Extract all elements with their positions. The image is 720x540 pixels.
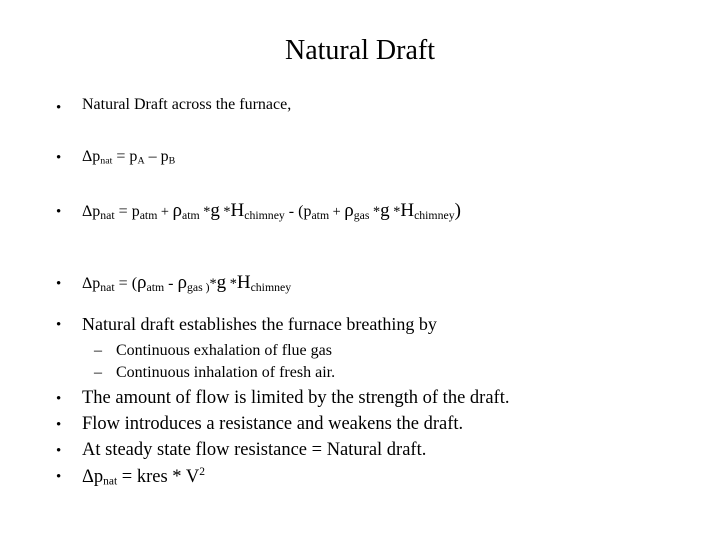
equation-part: - (p bbox=[284, 203, 312, 220]
equation-part: * bbox=[219, 204, 231, 220]
equation-part: Δp bbox=[82, 466, 104, 487]
dash-icon: – bbox=[94, 342, 102, 359]
equation-part: + bbox=[329, 204, 345, 220]
equation-part: g bbox=[380, 200, 390, 221]
equation-part: Δp bbox=[82, 148, 101, 165]
bullet-icon: • bbox=[56, 443, 62, 459]
dash-icon: – bbox=[94, 364, 102, 381]
equation-part: * bbox=[226, 276, 237, 292]
equation-part: = ( bbox=[114, 275, 138, 292]
equation-part: - bbox=[164, 275, 178, 292]
equation-subscript: gas ) bbox=[186, 280, 210, 294]
equation-subscript: gas bbox=[353, 208, 370, 222]
equation-part: H bbox=[400, 200, 415, 221]
equation-superscript: 2 bbox=[199, 466, 205, 478]
bullet-icon: • bbox=[56, 469, 62, 485]
equation-part: g bbox=[210, 200, 220, 221]
equation-subscript: nat bbox=[103, 475, 118, 488]
equation-subscript: atm bbox=[311, 208, 330, 222]
bullet-icon: • bbox=[56, 276, 62, 292]
equation-part: – p bbox=[144, 148, 169, 165]
equation-subscript: B bbox=[168, 155, 176, 167]
equation-subscript: atm bbox=[182, 208, 200, 222]
bullet-icon: • bbox=[56, 150, 62, 166]
bullet-icon: • bbox=[56, 417, 62, 433]
equation-part: + bbox=[157, 204, 173, 220]
equation-subscript: chimney bbox=[414, 208, 455, 222]
equation-subscript: nat bbox=[100, 208, 115, 222]
equation-text bbox=[82, 148, 175, 166]
equation-subscript: atm bbox=[139, 208, 158, 222]
equation-part: = p bbox=[114, 203, 140, 220]
equation-part: * bbox=[369, 204, 381, 220]
equation-part: g bbox=[216, 272, 227, 293]
bullet-icon: • bbox=[56, 317, 62, 333]
bullet-icon: • bbox=[56, 391, 62, 407]
equation-part: ρ bbox=[172, 200, 183, 221]
equation-part: ρ bbox=[344, 200, 354, 221]
equation-subscript: nat bbox=[100, 155, 113, 167]
bullet-text: Flow introduces a resistance and weakens the draft. bbox=[82, 414, 464, 434]
bullet-icon: • bbox=[56, 204, 62, 220]
equation-subscript: nat bbox=[100, 280, 115, 294]
bullet-text: At steady state flow resistance = Natural draft. bbox=[82, 440, 427, 460]
bullet-text: The amount of flow is limited by the strength of the draft. bbox=[82, 388, 510, 408]
equation-part: Δp bbox=[82, 275, 101, 292]
equation-part: ρ bbox=[177, 272, 187, 293]
slide-title: Natural Draft bbox=[284, 35, 436, 66]
equation-part: * bbox=[209, 276, 217, 292]
equation-text bbox=[82, 466, 205, 488]
equation-part: Δp bbox=[82, 203, 101, 220]
equation-part: * bbox=[199, 204, 211, 220]
equation-part: = p bbox=[112, 148, 138, 165]
equation-subscript: chimney bbox=[244, 208, 285, 222]
equation-part: H bbox=[236, 272, 251, 293]
equation-subscript: atm bbox=[146, 280, 165, 294]
sub-item-text: Continuous inhalation of fresh air. bbox=[116, 364, 336, 381]
equation-text bbox=[82, 272, 291, 295]
sub-item-text: Continuous exhalation of flue gas bbox=[116, 342, 332, 359]
bullet-text: Natural draft establishes the furnace breathing by bbox=[82, 314, 437, 334]
equation-part: * bbox=[389, 204, 401, 220]
bullet-text: Natural Draft across the furnace, bbox=[82, 96, 292, 113]
equation-subscript: chimney bbox=[250, 280, 292, 294]
equation-text bbox=[82, 200, 461, 223]
equation-part: ) bbox=[454, 200, 461, 221]
equation-part: ρ bbox=[137, 272, 147, 293]
equation-subscript: A bbox=[137, 155, 145, 167]
equation-part: = kres * V bbox=[117, 466, 200, 487]
equation-part: H bbox=[230, 200, 245, 221]
bullet-icon: • bbox=[56, 100, 62, 116]
